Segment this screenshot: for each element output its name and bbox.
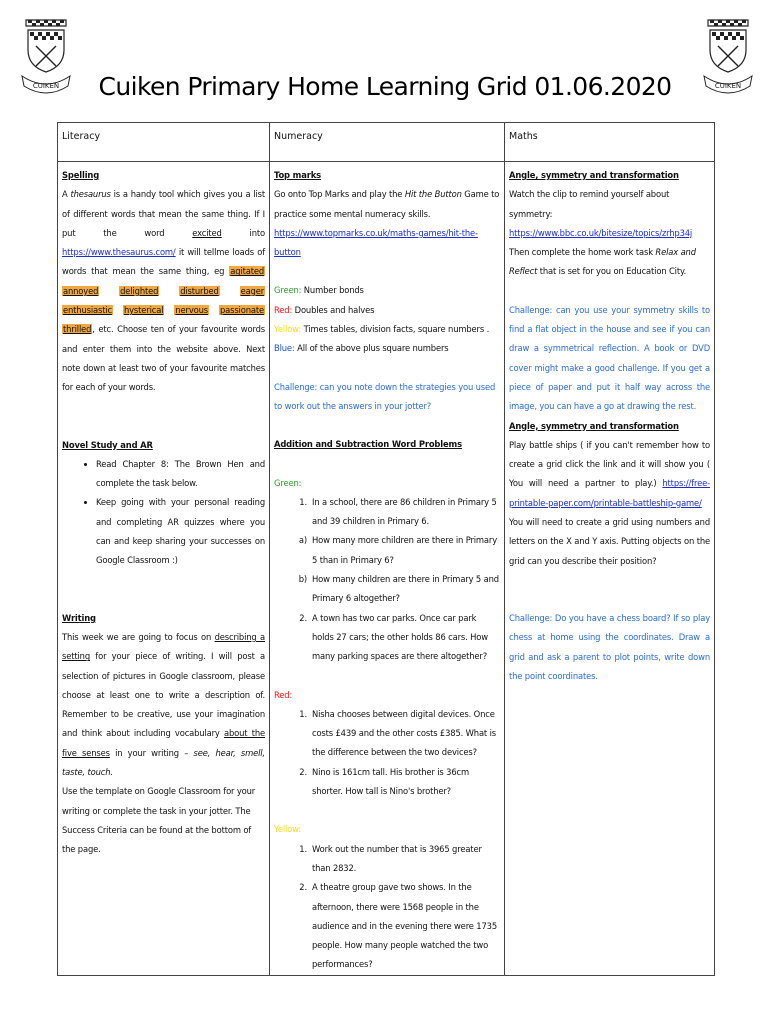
highlight-word: disturbed: [180, 285, 219, 296]
list-item: 2. Nino is 161cm tall. His brother is 36cm shorter. How tall is Nino's brother?: [299, 766, 469, 797]
symmetry-heading-1: Angle, symmetry and transformation: [509, 170, 679, 180]
maths-challenge-2: Challenge: Do you have a chess board? If so play chess at home using the coordinates. Draw a grid and ask a parent to plot points, write down the point coordinates.: [509, 612, 710, 681]
list-item: • Keep going with your personal reading and completing AR quizzes where you can and keep sharing your successes on Google Classroom :): [96, 493, 265, 570]
numeracy-challenge: Challenge: can you note down the strategies you used to work out the answers in your jotter?: [274, 381, 496, 411]
list-item: a) How many more children are there in Primary 5 than in Primary 6?: [298, 535, 498, 565]
word-problems-heading: Addition and Subtraction Word Problems: [274, 439, 462, 450]
green-problems: [274, 493, 500, 667]
highlight-word: eager: [240, 285, 265, 296]
maths-cell: [505, 162, 715, 976]
topmarks-link[interactable]: https://www.topmarks.co.uk/maths-games/hit-the-button: [274, 227, 478, 258]
topmarks-heading: Top marks: [274, 170, 321, 180]
highlight-word: annoyed: [63, 285, 99, 296]
yellow-problems: [274, 840, 500, 975]
symmetry-paragraph-1: Watch the clip to remind yourself about symmetry:: [509, 189, 670, 219]
learning-grid: [57, 122, 715, 976]
writing-heading: Writing: [62, 612, 96, 623]
topmarks-paragraph: Go onto Top Marks and play the Hit the Button Game to practice some mental numeracy skills.: [274, 189, 500, 219]
red-problems: [274, 705, 500, 801]
maths-challenge-1: Challenge: can you use your symmetry skills to find a flat object in the house and see if you can draw a symmetrical reflection. A book or DVD cover might make a good challenge. If you get a piece of paper and put it half way across the image, you can have a go at drawing the rest.: [509, 304, 710, 412]
spelling-paragraph: A thesaurus is a handy tool which gives you a list of different words that mean the same thing. If I put the word excited into https://www.thesaurus.com/ it will tellme loads of words that mean the same thing, eg agitated annoyed delighted disturbed eager enthusiastic hysterical nervous passionate thrilled, etc. Choose ten of your favourite words and enter them into the website above. Next note down at least two of your favourite matches for each of your words.: [62, 189, 265, 393]
level-yellow: Yellow: Times tables, division facts, square numbers .: [274, 324, 490, 335]
list-item: 2. A theatre group gave two shows. In the afternoon, there were 1568 people in the audience and in the evening there were 1735 people. How many people watched the two performances?: [299, 882, 498, 970]
column-header-numeracy: Numeracy: [270, 123, 505, 162]
column-header-maths: Maths: [505, 123, 715, 162]
symmetry-heading-2: Angle, symmetry and transformation: [509, 420, 679, 431]
highlight-word: passionate: [219, 305, 264, 316]
yellow-label: Yellow:: [274, 824, 302, 835]
novel-study-list: [62, 455, 265, 571]
highlight-word: nervous: [175, 305, 208, 316]
grid-paragraph: You will need to create a grid using numbers and letters on the X and Y axis. Putting objects on the grid can you describe their position?: [509, 517, 710, 566]
column-header-literacy: Literacy: [58, 123, 270, 162]
page-title: Cuiken Primary Home Learning Grid 01.06.2020: [98, 72, 672, 101]
bbc-bitesize-link[interactable]: https://www.bbc.co.uk/bitesize/topics/zrhp34j: [509, 227, 693, 238]
list-item: 1. Work out the number that is 3965 greater than 2832.: [299, 843, 482, 873]
writing-paragraph-2: Use the template on Google Classroom for your writing or complete the task in your jotter. The Success Criteria can be found at the bottom of the page.: [62, 786, 256, 855]
novel-study-heading: Novel Study and AR: [62, 439, 153, 450]
list-item: 1. In a school, there are 86 children in Primary 5 and 39 children in Primary 6.: [299, 496, 497, 527]
highlight-word: enthusiastic: [63, 305, 112, 316]
literacy-cell: [58, 162, 270, 976]
highlight-word: thrilled: [63, 324, 92, 335]
list-item: 2. A town has two car parks. Once car park holds 27 cars; the other holds 86 cars. How many parking spaces are there altogether?: [299, 612, 488, 662]
symmetry-paragraph-2: Then complete the home work task Relax and Reflect that is set for you on Education City.: [509, 247, 696, 277]
highlight-word: delighted: [120, 285, 159, 296]
battleships-paragraph: Play battle ships ( if you can't remember how to create a grid click the link and it will show you ( You will need a partner to play.) https://free-printable-paper.com/printable-battleship-game/: [509, 439, 710, 508]
list-item: 1. Nisha chooses between digital devices. Once costs £439 and the other costs £385. What is the difference between the two devices?: [299, 708, 496, 758]
green-label: Green:: [274, 477, 302, 488]
level-blue: Blue: All of the above plus square numbers: [274, 343, 449, 354]
highlight-word: agitated: [230, 266, 264, 277]
svg-text:CUIKEN: CUIKEN: [32, 82, 60, 90]
battleship-link[interactable]: https://free-printable-paper.com/printable-battleship-game/: [509, 478, 710, 508]
numeracy-cell: [270, 162, 505, 976]
level-green: Green: Number bonds: [274, 285, 364, 296]
level-red: Red: Doubles and halves: [274, 304, 375, 315]
red-label: Red:: [274, 689, 293, 700]
thesaurus-link[interactable]: https://www.thesaurus.com/: [62, 247, 176, 258]
svg-text:CUIKEN: CUIKEN: [714, 82, 742, 90]
list-item: b) How many children are there in Primary 5 and Primary 6 altogether?: [298, 574, 499, 604]
writing-paragraph: This week we are going to focus on describing a setting for your piece of writing. I will post a selection of pictures in Google classroom, please choose at least one to write a description of. Remember to be creative, use your imagination and think about including vocabulary about the five senses in your writing – see, hear, smell, taste, touch.: [62, 631, 266, 778]
list-item: • Read Chapter 8: The Brown Hen and complete the task below.: [96, 455, 265, 494]
highlight-word: hysterical: [123, 305, 164, 316]
spelling-heading: Spelling: [62, 170, 100, 180]
